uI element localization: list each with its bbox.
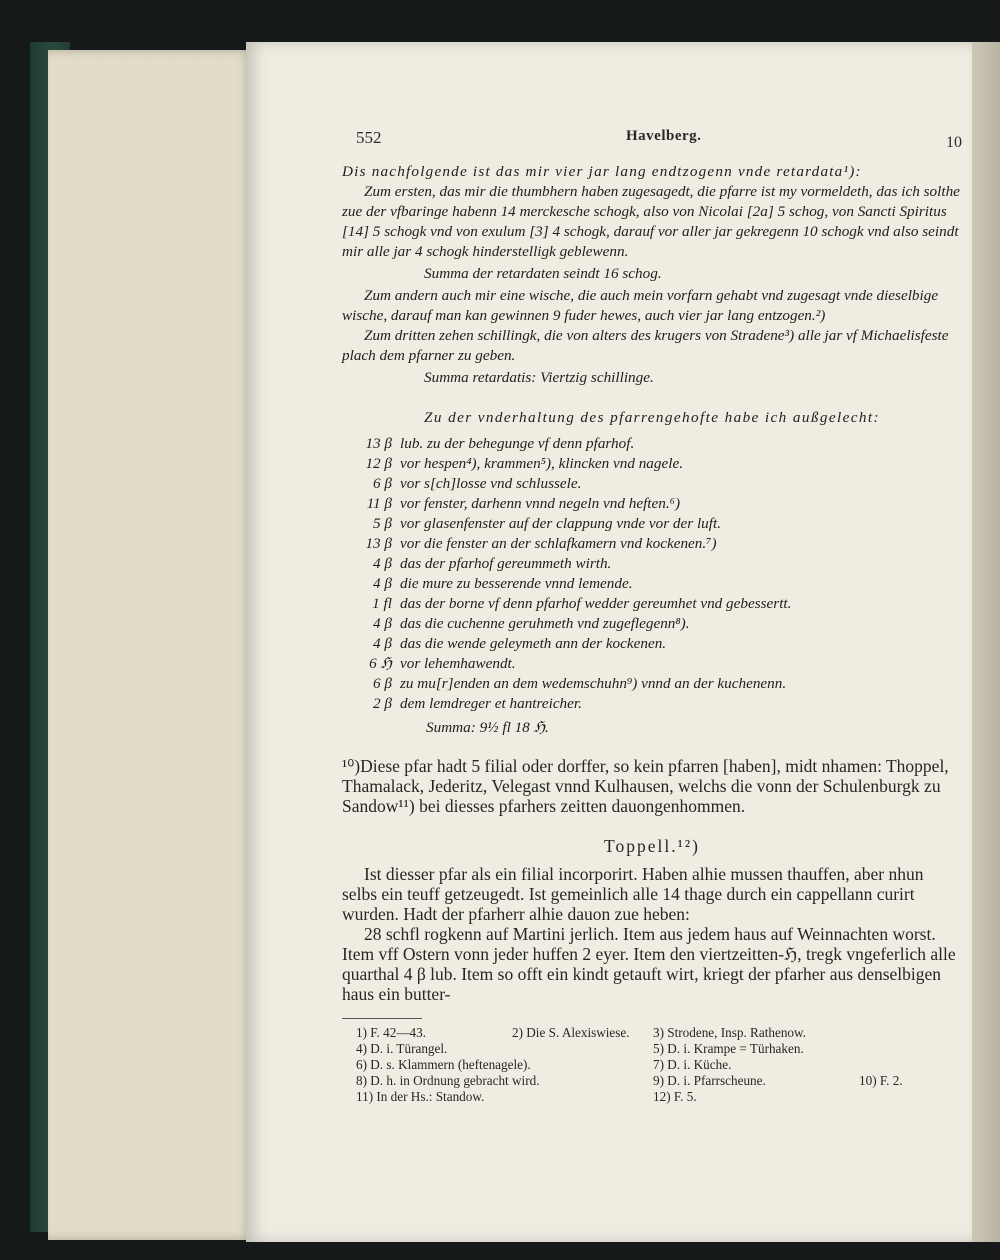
page-number: 552 xyxy=(356,128,382,147)
sum-1: Summa der retardaten seindt 16 schog. xyxy=(424,265,662,282)
list-item xyxy=(342,614,962,634)
items-heading: Zu der vnderhaltung des pfarrengehofte habe ich außgelecht: xyxy=(424,409,880,426)
item-text: zu mu[r]enden an dem wedemschuhn⁹) vnnd an der kuchenenn. xyxy=(400,675,787,692)
paragraph-2: Zum andern auch mir eine wische, die auch mein vorfarn gehabt vnd zugesagt vnde dieselbige wische, darauf man kan gewinnen 9 fuder hewes, auch vier jar lang entzogen.²) xyxy=(342,287,939,324)
paragraph-6: 28 schfl rogkenn auf Martini jerlich. Item aus jedem haus auf Weinnachten worst. Item vff Ostern vonn jeder huffen 2 eyer. Item den viertzeitten-ℌ, tregk vngeferlich alle quarthal 4 β lub. Item so offt ein kindt getauft wirt, kriegt der pfarher aus denselbigen haus ein butter- xyxy=(342,924,956,1004)
item-text: dem lemdreger et hantreicher. xyxy=(400,695,582,712)
footnote xyxy=(859,1057,979,1073)
footnote-rule xyxy=(342,1018,422,1019)
list-item xyxy=(342,634,962,654)
list-item xyxy=(342,554,962,574)
footnote: 12) F. 5. xyxy=(653,1089,697,1104)
items-sum: Summa: 9½ fl 18 ℌ. xyxy=(426,719,549,736)
item-text: lub. zu der behegunge vf denn pfarhof. xyxy=(400,435,635,452)
footnotes xyxy=(342,1025,962,1105)
footnote: 3) Strodene, Insp. Rathenow. xyxy=(653,1025,806,1040)
list-item xyxy=(342,574,962,594)
item-text: vor glasenfenster auf der clappung vnde vor der luft. xyxy=(400,515,721,532)
item-amount: 11 β xyxy=(366,495,392,512)
item-text: vor hespen⁴), krammen⁵), klincken vnd nagele. xyxy=(400,455,683,472)
item-amount: 13 β xyxy=(365,535,392,552)
item-text: vor die fenster an der schlafkamern vnd kockenen.⁷) xyxy=(400,535,717,552)
item-amount: 6 β xyxy=(373,675,392,692)
marginal-number: 10 xyxy=(946,134,962,151)
list-item xyxy=(342,694,962,714)
section-title: Toppell.¹²) xyxy=(604,836,700,856)
item-amount: 4 β xyxy=(373,635,392,652)
footnote: 11) In der Hs.: Standow. xyxy=(356,1089,485,1104)
footnote xyxy=(512,1089,647,1105)
footnote: 1) F. 42—43. xyxy=(356,1025,427,1040)
item-amount: 2 β xyxy=(373,695,392,712)
item-amount: 6 β xyxy=(373,475,392,492)
list-item xyxy=(342,674,962,694)
footnote: 6) D. s. Klammern (heftenagele). xyxy=(356,1057,531,1072)
sum-2: Summa retardatis: Viertzig schillinge. xyxy=(424,369,654,386)
footnote xyxy=(512,1041,647,1057)
footnote: 9) D. i. Pfarrscheune. xyxy=(653,1073,766,1088)
footnote xyxy=(859,1089,979,1105)
footnote: 2) Die S. Alexiswiese. xyxy=(512,1025,630,1040)
item-amount: 1 fl xyxy=(372,595,392,612)
list-item xyxy=(342,594,962,614)
item-text: das der pfarhof gereummeth wirth. xyxy=(400,555,612,572)
item-text: vor s[ch]losse vnd schlussele. xyxy=(400,475,582,492)
item-amount: 4 β xyxy=(373,555,392,572)
intro-heading: Dis nachfolgende ist das mir vier jar lang endtzogenn vnde retardata¹): xyxy=(342,163,862,180)
footnote xyxy=(859,1025,979,1041)
item-amount: 6 ℌ xyxy=(369,655,392,672)
item-text: vor fenster, darhenn vnnd negeln vnd heften.⁶) xyxy=(400,495,680,512)
paragraph-1: Zum ersten, das mir die thumbhern haben zugesagedt, die pfarre ist my vormeldeth, das ich solthe zue der vfbaringe habenn 14 merckesche schogk, also von Nicolai [2a] 5 schog, von Sancti Spiritus [14] 5 schogk vnd von exulum [3] 4 schogk, darauf vor aller jar gekregenn 10 schogk vnd also seindt mir alle jar 4 schogk hinderstelligk geblewenn. xyxy=(342,183,960,260)
paragraph-4: ¹⁰)Diese pfar hadt 5 filial oder dorffer, so kein pfarren [haben], midt nhamen: Thoppel, Thamalack, Jederitz, Velegast vnnd Kulhausen, welchs die vonn der Schulenburgk zu Sandow¹¹) bei diesses pfarhers zeitten dauongenhommen. xyxy=(342,756,949,816)
list-item xyxy=(342,454,962,474)
item-text: vor lehemhawendt. xyxy=(400,655,516,672)
list-item xyxy=(342,494,962,514)
running-head: Havelberg. xyxy=(626,128,702,144)
footnote: 5) D. i. Krampe = Türhaken. xyxy=(653,1041,804,1056)
footnote xyxy=(859,1041,979,1057)
item-text: das der borne vf denn pfarhof wedder gereumhet vnd gebessertt. xyxy=(400,595,792,612)
item-amount: 4 β xyxy=(373,615,392,632)
footnote: 10) F. 2. xyxy=(859,1073,903,1088)
item-text: das die cuchenne geruhmeth vnd zugeflegenn⁸). xyxy=(400,615,690,632)
book-page xyxy=(246,42,972,1242)
footnote: 7) D. i. Küche. xyxy=(653,1057,732,1072)
paragraph-5: Ist diesser pfar als ein filial incorporirt. Haben alhie mussen thauffen, aber nhun selbs ein teuff getzeugedt. Ist gemeinlich alle 14 thage durch ein cappellann curirt wurden. Hadt der pfarherr alhie dauon zue heben: xyxy=(342,864,924,924)
item-amount: 12 β xyxy=(365,455,392,472)
list-item xyxy=(342,514,962,534)
page-body xyxy=(342,162,962,1105)
item-amount: 5 β xyxy=(373,515,392,532)
list-item xyxy=(342,654,962,674)
list-item xyxy=(342,434,962,454)
item-text: die mure zu besserende vnnd lemende. xyxy=(400,575,633,592)
page-header xyxy=(356,128,962,152)
list-item xyxy=(342,534,962,554)
footnote: 4) D. i. Türangel. xyxy=(356,1041,448,1056)
item-amount: 13 β xyxy=(365,435,392,452)
item-text: das die wende geleymeth ann der kockenen. xyxy=(400,635,667,652)
footnote: 8) D. h. in Ordnung gebracht wird. xyxy=(356,1073,540,1088)
expense-list xyxy=(342,434,962,714)
footnote xyxy=(512,1057,647,1073)
item-amount: 4 β xyxy=(373,575,392,592)
book-page-stack xyxy=(48,50,253,1240)
paragraph-3: Zum dritten zehen schillingk, die von alters des krugers von Stradene³) alle jar vf Michaelisfeste plach dem pfarner zu geben. xyxy=(342,327,949,364)
list-item xyxy=(342,474,962,494)
footnote xyxy=(512,1073,647,1089)
